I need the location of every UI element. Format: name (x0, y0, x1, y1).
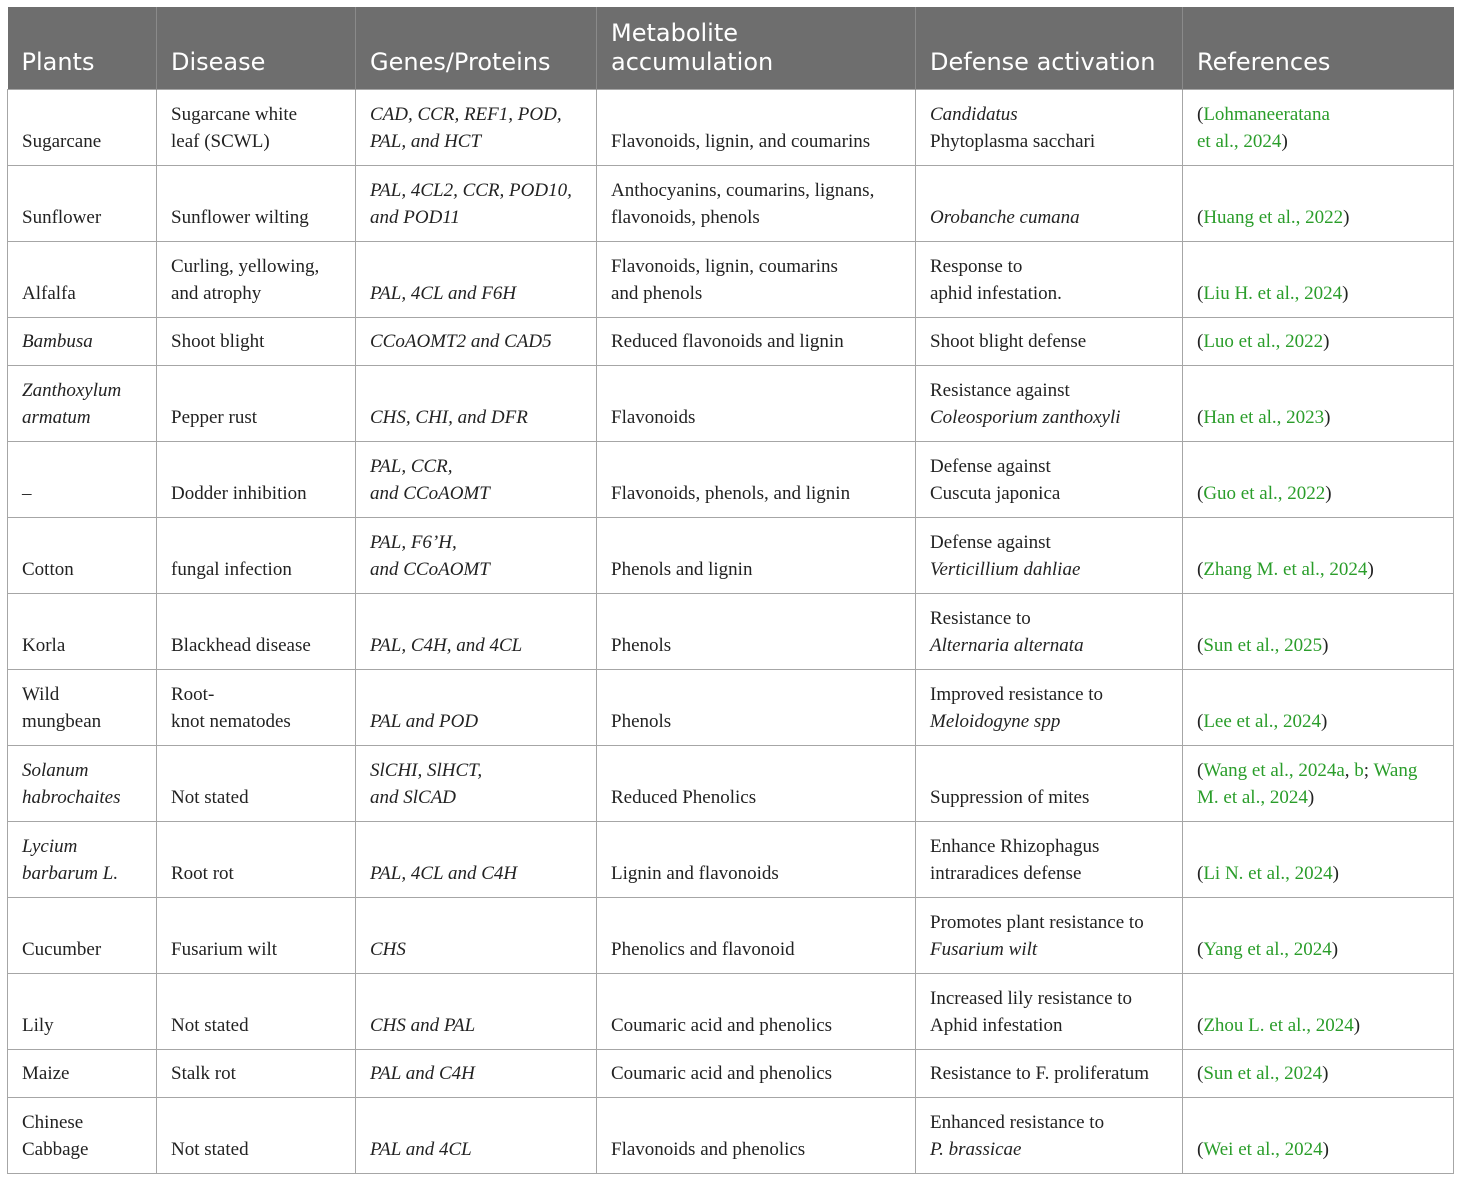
cell-defense: Increased lily resistance to Aphid infestation (916, 973, 1183, 1049)
cell-metabolite: Phenolics and flavonoid (597, 897, 916, 973)
cell-reference: (Wang et al., 2024a, b; Wang M. et al., 2024) (1183, 745, 1454, 821)
cell-metabolite: Flavonoids, lignin, and coumarins (597, 89, 916, 165)
cell-defense: Defense against Verticillium dahliae (916, 517, 1183, 593)
cell-defense: Resistance to Alternaria alternata (916, 593, 1183, 669)
cell-genes: CHS, CHI, and DFR (356, 365, 597, 441)
cell-reference: (Lohmaneeratana et al., 2024) (1183, 89, 1454, 165)
table-row (8, 1097, 1454, 1173)
cell-genes: CAD, CCR, REF1, POD, PAL, and HCT (356, 89, 597, 165)
cell-plant: Lily (8, 973, 157, 1049)
cell-reference: (Han et al., 2023) (1183, 365, 1454, 441)
cell-disease: Root- knot nematodes (157, 669, 356, 745)
reference-link[interactable]: Lohmaneeratana (1203, 103, 1330, 125)
reference-link[interactable]: Wei et al., 2024 (1203, 1139, 1323, 1160)
cell-reference: (Sun et al., 2024) (1183, 1049, 1454, 1097)
cell-genes: PAL, 4CL and F6H (356, 241, 597, 317)
cell-defense: Enhance Rhizophagus intraradices defense (916, 821, 1183, 897)
reference-link[interactable]: Li N. et al., 2024 (1203, 862, 1333, 884)
cell-metabolite: Phenols and lignin (597, 517, 916, 593)
cell-plant: Lycium barbarum L. (8, 821, 157, 897)
table-row (8, 1049, 1454, 1097)
cell-disease: fungal infection (157, 517, 356, 593)
cell-reference: (Guo et al., 2022) (1183, 441, 1454, 517)
cell-disease: Not stated (157, 1097, 356, 1173)
cell-disease: Curling, yellowing, and atrophy (157, 241, 356, 317)
cell-reference: (Yang et al., 2024) (1183, 897, 1454, 973)
cell-genes: PAL and 4CL (356, 1097, 597, 1173)
reference-link[interactable]: Sun et al., 2025 (1203, 634, 1323, 656)
table-row (8, 441, 1454, 517)
cell-genes: PAL, CCR, and CCoAOMT (356, 441, 597, 517)
reference-link[interactable]: et al., 2024 (1197, 130, 1282, 152)
cell-reference: (Liu H. et al., 2024) (1183, 241, 1454, 317)
reference-link[interactable]: Luo et al., 2022 (1203, 330, 1324, 352)
cell-disease: Fusarium wilt (157, 897, 356, 973)
cell-plant: Maize (8, 1049, 157, 1097)
cell-reference: (Zhou L. et al., 2024) (1183, 973, 1454, 1049)
cell-plant: Sugarcane (8, 89, 157, 165)
cell-plant: Zanthoxylum armatum (8, 365, 157, 441)
reference-link[interactable]: Huang et al., 2022 (1203, 206, 1344, 228)
table-row (8, 973, 1454, 1049)
cell-plant: Alfalfa (8, 241, 157, 317)
cell-disease: Dodder inhibition (157, 441, 356, 517)
cell-disease: Shoot blight (157, 317, 356, 365)
cell-metabolite: Flavonoids, phenols, and lignin (597, 441, 916, 517)
table-row (8, 517, 1454, 593)
cell-metabolite: Anthocyanins, coumarins, lignans, flavonoids, phenols (597, 165, 916, 241)
table-row (8, 241, 1454, 317)
cell-plant: Solanum habrochaites (8, 745, 157, 821)
table-row (8, 669, 1454, 745)
cell-metabolite: Flavonoids, lignin, coumarins and phenols (597, 241, 916, 317)
cell-disease: Pepper rust (157, 365, 356, 441)
cell-genes: PAL and C4H (356, 1049, 597, 1097)
cell-defense: Resistance against Coleosporium zanthoxyli (916, 365, 1183, 441)
reference-link[interactable]: Wang (1373, 759, 1418, 781)
cell-reference: (Huang et al., 2022) (1183, 165, 1454, 241)
reference-link[interactable]: Liu H. et al., 2024 (1203, 282, 1343, 304)
reference-link[interactable]: Wang et al., 2024a (1203, 759, 1345, 781)
reference-link[interactable]: M. et al., 2024 (1197, 786, 1308, 808)
cell-plant: Wild mungbean (8, 669, 157, 745)
cell-defense: Improved resistance to Meloidogyne spp (916, 669, 1183, 745)
cell-metabolite: Coumaric acid and phenolics (597, 1049, 916, 1097)
cell-metabolite: Flavonoids (597, 365, 916, 441)
reference-link[interactable]: Lee et al., 2024 (1203, 710, 1321, 732)
defense-metabolite-table (7, 7, 1454, 1174)
cell-genes: PAL, C4H, and 4CL (356, 593, 597, 669)
cell-disease: Root rot (157, 821, 356, 897)
table-header-row (8, 7, 1454, 89)
reference-link[interactable]: Guo et al., 2022 (1203, 482, 1326, 504)
cell-plant: Sunflower (8, 165, 157, 241)
cell-disease: Not stated (157, 973, 356, 1049)
cell-genes: CCoAOMT2 and CAD5 (356, 317, 597, 365)
cell-metabolite: Phenols (597, 669, 916, 745)
cell-metabolite: Reduced flavonoids and lignin (597, 317, 916, 365)
table-row (8, 593, 1454, 669)
cell-metabolite: Reduced Phenolics (597, 745, 916, 821)
cell-defense: Candidatus Phytoplasma sacchari (916, 89, 1183, 165)
header-genes-proteins: Genes/Proteins (356, 7, 597, 89)
cell-genes: PAL, 4CL and C4H (356, 821, 597, 897)
reference-link[interactable]: Zhou L. et al., 2024 (1203, 1014, 1354, 1036)
cell-reference: (Wei et al., 2024) (1183, 1097, 1454, 1173)
cell-plant: Cotton (8, 517, 157, 593)
cell-disease: Blackhead disease (157, 593, 356, 669)
cell-reference: (Sun et al., 2025) (1183, 593, 1454, 669)
cell-plant: Bambusa (8, 317, 157, 365)
cell-reference: (Lee et al., 2024) (1183, 669, 1454, 745)
cell-metabolite: Lignin and flavonoids (597, 821, 916, 897)
cell-genes: PAL and POD (356, 669, 597, 745)
cell-metabolite: Flavonoids and phenolics (597, 1097, 916, 1173)
cell-genes: CHS and PAL (356, 973, 597, 1049)
reference-link[interactable]: Sun et al., 2024 (1203, 1062, 1323, 1084)
cell-disease: Sugarcane white leaf (SCWL) (157, 89, 356, 165)
cell-defense: Suppression of mites (916, 745, 1183, 821)
cell-defense: Enhanced resistance to P. brassicae (916, 1097, 1183, 1173)
cell-reference: (Zhang M. et al., 2024) (1183, 517, 1454, 593)
cell-defense: Orobanche cumana (916, 165, 1183, 241)
cell-defense: Response to aphid infestation. (916, 241, 1183, 317)
cell-defense: Defense against Cuscuta japonica (916, 441, 1183, 517)
table-row (8, 89, 1454, 165)
cell-disease: Not stated (157, 745, 356, 821)
cell-plant: Cucumber (8, 897, 157, 973)
cell-defense: Promotes plant resistance to Fusarium wilt (916, 897, 1183, 973)
cell-defense: Shoot blight defense (916, 317, 1183, 365)
cell-genes: PAL, 4CL2, CCR, POD10, and POD11 (356, 165, 597, 241)
reference-link[interactable]: b (1354, 759, 1364, 781)
cell-genes: SlCHI, SlHCT, and SlCAD (356, 745, 597, 821)
cell-genes: PAL, F6’H, and CCoAOMT (356, 517, 597, 593)
table-row (8, 745, 1454, 821)
cell-disease: Sunflower wilting (157, 165, 356, 241)
cell-metabolite: Phenols (597, 593, 916, 669)
header-plants: Plants (8, 7, 157, 89)
table-row (8, 897, 1454, 973)
cell-genes: CHS (356, 897, 597, 973)
cell-disease: Stalk rot (157, 1049, 356, 1097)
header-defense-activation: Defense activation (916, 7, 1183, 89)
cell-defense: Resistance to F. proliferatum (916, 1049, 1183, 1097)
cell-reference: (Luo et al., 2022) (1183, 317, 1454, 365)
cell-plant: Chinese Cabbage (8, 1097, 157, 1173)
cell-plant: – (8, 441, 157, 517)
reference-link[interactable]: Han et al., 2023 (1203, 406, 1325, 428)
header-metabolite-accumulation: Metabolite accumulation (597, 7, 916, 89)
reference-link[interactable]: Zhang M. et al., 2024 (1203, 558, 1368, 580)
header-references: References (1183, 7, 1454, 89)
cell-reference: (Li N. et al., 2024) (1183, 821, 1454, 897)
table-row (8, 165, 1454, 241)
cell-metabolite: Coumaric acid and phenolics (597, 973, 916, 1049)
table-row (8, 317, 1454, 365)
reference-link[interactable]: Yang et al., 2024 (1203, 938, 1332, 960)
table-row (8, 365, 1454, 441)
table-row (8, 821, 1454, 897)
header-disease: Disease (157, 7, 356, 89)
cell-plant: Korla (8, 593, 157, 669)
